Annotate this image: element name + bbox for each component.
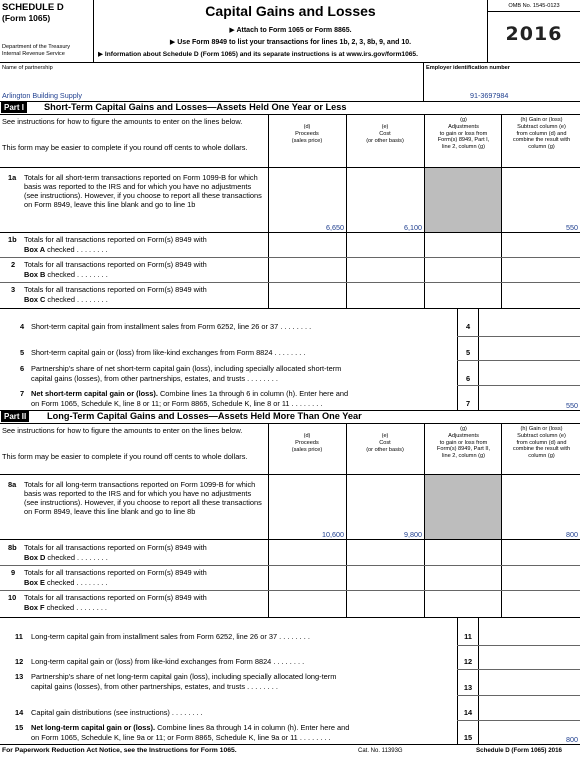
- line-15-box-number: 15: [463, 733, 473, 742]
- line-4-label: Short-term capital gain from installment sales from Form 6252, line 26 or 37: [31, 322, 279, 331]
- dot-leader: . . . . . . . .: [274, 348, 306, 357]
- dot-leader: . . . . . . . .: [76, 578, 108, 587]
- line-2-box: [24, 270, 266, 279]
- line-15-label: Combine lines 8a through 14 in column (h). Enter here and: [157, 723, 350, 732]
- line-10-box: [24, 603, 266, 612]
- line-8b-text: Totals for all transactions reported on Form(s) 8949 with: [24, 543, 207, 552]
- part-1-intro-2: This form may be easier to complete if you round off cents to whole dollars.: [2, 143, 248, 152]
- part-1-col-e-header: (e) Cost (or other basis): [366, 124, 404, 144]
- line-6-box-number: 6: [465, 374, 471, 383]
- line-1a-cost[interactable]: 6,100: [404, 223, 422, 232]
- part-1-badge: Part I: [1, 102, 27, 113]
- line-7-text-1: [31, 389, 455, 398]
- line-15-label-2: on Form 1065, Schedule K, line 9a or 11; or Form 8865, Schedule K, line 9a or 11: [31, 733, 298, 742]
- line-7-label: Combine lines 1a through 6 in column (h). Enter here and: [159, 389, 349, 398]
- line-15-bold: Net long-term capital gain or (loss).: [31, 723, 156, 732]
- schedule-label: SCHEDULE D: [2, 2, 64, 13]
- line-8b-checked: checked: [47, 553, 75, 562]
- line-13-label: capital gains (losses), from other partnerships, estates, and trusts: [31, 682, 246, 691]
- line-15-number: 15: [15, 723, 24, 732]
- line-11-label: Long-term capital gain from installment sales from Form 6252, line 26 or 37: [31, 632, 278, 641]
- line-14-label: Capital gain distributions (see instructions): [31, 708, 170, 717]
- line-9-checked: checked: [47, 578, 75, 587]
- line-9-box-label: Box E: [24, 578, 45, 587]
- line-7-label-2: on Form 1065, Schedule K, line 8 or 11; or Form 8865, Schedule K, line 8 or 11: [31, 399, 290, 408]
- line-1b-box-label: Box A: [24, 245, 46, 254]
- dot-leader: . . . . . . . .: [77, 270, 108, 279]
- line-4-number: 4: [20, 322, 25, 331]
- line-11-text: [31, 632, 455, 641]
- dot-leader: . . . . . . . .: [280, 322, 312, 331]
- line-13-box-number: 13: [463, 683, 473, 692]
- line-7-bold: Net short-term capital gain or (loss).: [31, 389, 158, 398]
- part-2-col-e-header: (e) Cost (or other basis): [366, 433, 404, 453]
- partnership-name[interactable]: Arlington Building Supply: [2, 91, 82, 100]
- line-6-number: 6: [20, 364, 25, 373]
- part-2-col-h-header: (h) Gain or (loss) Subtract column (e) from column (d) and combine the result with column (g): [512, 426, 571, 460]
- line-8a-number: 8a: [8, 480, 17, 489]
- dot-leader: . . . . . . . .: [76, 603, 107, 612]
- line-13-text-2: [31, 682, 455, 691]
- line-15-text-2: [31, 733, 455, 742]
- tax-year: 2016: [505, 23, 563, 45]
- line-5-label: Short-term capital gain or (loss) from like-kind exchanges from Form 8824: [31, 348, 273, 357]
- line-15-gain-loss[interactable]: 800: [566, 735, 578, 744]
- paperwork-notice: For Paperwork Reduction Act Notice, see the Instructions for Form 1065.: [2, 747, 237, 754]
- line-5-number: 5: [20, 348, 25, 357]
- line-7-text-2: [31, 399, 455, 408]
- line-1b-checked: checked: [47, 245, 75, 254]
- line-1b-box: [24, 245, 266, 254]
- line-1a-proceeds[interactable]: 6,650: [326, 223, 344, 232]
- line-8b-number: 8b: [8, 543, 17, 552]
- line-8b-box: [24, 553, 266, 562]
- line-12-box-number: 12: [463, 657, 473, 666]
- dept-treasury: Department of the Treasury: [2, 44, 71, 50]
- line-12-label: Long-term capital gain or (loss) from like-kind exchanges from Form 8824: [31, 657, 272, 666]
- dot-leader: . . . . . . . .: [171, 708, 203, 717]
- omb-number: OMB No. 1545-0123: [508, 3, 560, 9]
- line-2-text: Totals for all transactions reported on Form(s) 8949 with: [24, 260, 207, 269]
- line-15-text-1: [31, 723, 455, 732]
- irs-label: Internal Revenue Service: [2, 51, 65, 57]
- dot-leader: . . . . . . . .: [291, 399, 323, 408]
- dot-leader: . . . . . . . .: [279, 632, 310, 641]
- line-14-number: 14: [15, 708, 24, 717]
- line-8a-gain-loss[interactable]: 800: [566, 530, 578, 539]
- part-1-col-g-header: (g) Adjustments to gain or loss from Form(s) 8949, Part I, line 2, column (g): [437, 117, 490, 151]
- form-label: (Form 1065): [2, 13, 51, 23]
- line-3-text: Totals for all transactions reported on Form(s) 8949 with: [24, 285, 207, 294]
- line-12-number: 12: [15, 657, 24, 666]
- part-2-col-d-header: (d) Proceeds (sales price): [291, 433, 323, 453]
- form-title: Capital Gains and Losses: [205, 3, 376, 19]
- dot-leader: . . . . . . . .: [77, 295, 108, 304]
- line-13-text-1: Partnership's share of net long-term capital gain (loss), including specially allocated long-term: [31, 672, 337, 681]
- form-reference: Schedule D (Form 1065) 2016: [476, 747, 562, 754]
- part-2-col-g-header: (g) Adjustments to gain or loss from Form(s) 8949, Part II, line 2, column (g): [436, 426, 491, 460]
- line-1a-number: 1a: [8, 173, 17, 182]
- part-1-title: Short-Term Capital Gains and Losses—Assets Held One Year or Less: [44, 102, 347, 112]
- line-10-box-label: Box F: [24, 603, 45, 612]
- line-5-text: [31, 348, 455, 357]
- catalog-number: Cat. No. 11393G: [358, 748, 403, 754]
- line-7-box-number: 7: [465, 399, 471, 408]
- dot-leader: . . . . . . . .: [299, 733, 331, 742]
- line-8b-box-label: Box D: [24, 553, 46, 562]
- line-3-box: [24, 295, 266, 304]
- name-label: Name of partnership: [2, 65, 53, 71]
- line-4-text: [31, 322, 455, 331]
- line-4-box-number: 4: [465, 322, 471, 331]
- line-3-checked: checked: [47, 295, 75, 304]
- line-3-box-label: Box C: [24, 295, 46, 304]
- part-2-intro-2: This form may be easier to complete if you round off cents to whole dollars.: [2, 452, 248, 461]
- part-2-intro-1: See instructions for how to figure the amounts to enter on the lines below.: [2, 426, 243, 435]
- line-10-number: 10: [8, 593, 17, 602]
- dot-leader: . . . . . . . .: [273, 657, 305, 666]
- line-2-box-label: Box B: [24, 270, 46, 279]
- line-1a-gain-loss[interactable]: 550: [566, 223, 578, 232]
- line-11-box-number: 11: [464, 632, 472, 641]
- part-1-intro-1: See instructions for how to figure the amounts to enter on the lines below.: [2, 117, 243, 126]
- ein-label: Employer identification number: [426, 65, 510, 71]
- line-8a-cost[interactable]: 9,800: [404, 530, 422, 539]
- attach-note: ▶ Attach to Form 1065 or Form 8865.: [229, 27, 352, 34]
- line-8a-text: Totals for all long-term transactions reported on Form 1099-B for which basis was reported to the IRS and for which you have no adjustments (see instructions). However, if you choose to report all these transactions on Form 8949, leave this line blank and go to line 8b: [24, 480, 262, 516]
- ein-value[interactable]: 91-3697984: [470, 91, 509, 100]
- line-12-text: [31, 657, 455, 666]
- line-2-number: 2: [11, 260, 16, 269]
- line-1b-number: 1b: [8, 235, 17, 244]
- line-9-number: 9: [11, 568, 16, 577]
- part-1-col-h-header: (h) Gain or (loss) Subtract column (e) from column (d) and combine the result with column (g): [512, 117, 571, 151]
- line-7-gain-loss[interactable]: 550: [566, 401, 578, 410]
- line-5-box-number: 5: [465, 348, 471, 357]
- line-3-number: 3: [11, 285, 16, 294]
- line-9-box: [24, 578, 266, 587]
- dot-leader: . . . . . . . .: [247, 682, 278, 691]
- dot-leader: . . . . . . . .: [247, 374, 278, 383]
- line-10-text: Totals for all transactions reported on Form(s) 8949 with: [24, 593, 207, 602]
- line-6-text-2: [31, 374, 455, 383]
- line-1b-text: Totals for all transactions reported on Form(s) 8949 with: [24, 235, 207, 244]
- line-13-number: 13: [15, 672, 24, 681]
- line-6-text-1: Partnership's share of net short-term capital gain (loss), including specially allocated short-term: [31, 364, 342, 373]
- part-1-col-d-header: (d) Proceeds (sales price): [291, 124, 323, 144]
- line-14-box-number: 14: [463, 708, 473, 717]
- line-6-label: capital gains (losses), from other partnerships, estates, and trusts: [31, 374, 246, 383]
- part-2-title: Long-Term Capital Gains and Losses—Assets Held More Than One Year: [47, 411, 362, 421]
- part-2-badge: Part II: [1, 411, 29, 422]
- line-8a-proceeds[interactable]: 10,600: [322, 530, 344, 539]
- info-note: ▶ Information about Schedule D (Form 1065) and its separate instructions is at www.irs.gov/form1065.: [98, 51, 418, 58]
- line-11-number: 11: [15, 632, 23, 641]
- use-8949-note: ▶ Use Form 8949 to list your transactions for lines 1b, 2, 3, 8b, 9, and 10.: [169, 39, 412, 46]
- line-2-checked: checked: [47, 270, 75, 279]
- line-9-text: Totals for all transactions reported on Form(s) 8949 with: [24, 568, 207, 577]
- line-10-checked: checked: [46, 603, 75, 612]
- line-14-text: [31, 708, 455, 717]
- line-1a-text: Totals for all short-term transactions reported on Form 1099-B for which basis was reported to the IRS and for which you have no adjustments (see instructions). However, if you choose to report all these transactions on Form 8949, leave this line blank and go to line 1b: [24, 173, 262, 209]
- dot-leader: . . . . . . . .: [76, 245, 108, 254]
- line-7-number: 7: [20, 389, 25, 398]
- dot-leader: . . . . . . . .: [77, 553, 108, 562]
